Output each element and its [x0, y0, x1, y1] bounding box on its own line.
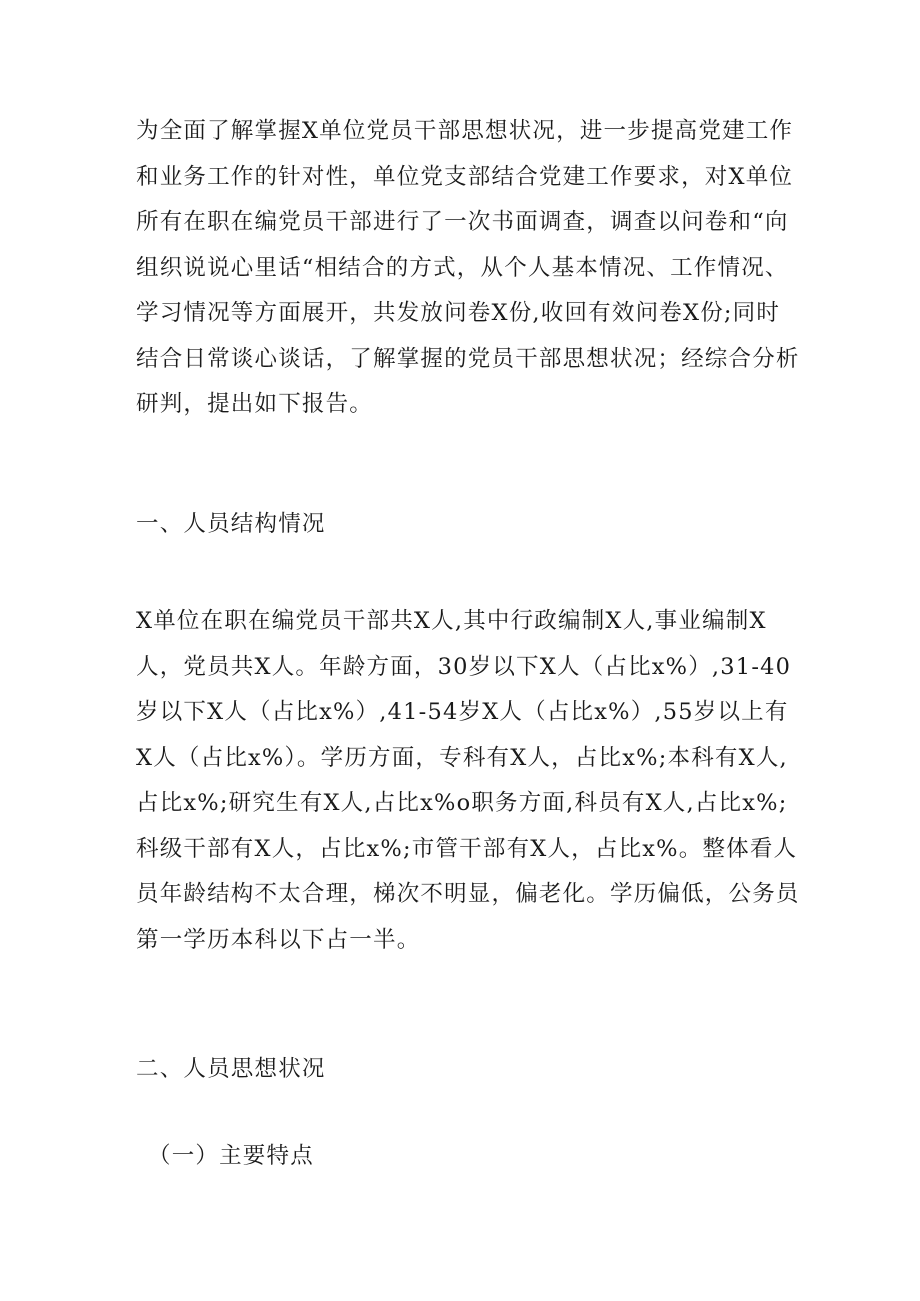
section-2-subheading: （一）主要特点 [148, 1143, 314, 1169]
intro-paragraph [136, 109, 800, 428]
intro-line: 学习情况等方面展开，共发放问卷X份,收回有效问卷X份;同时 [136, 300, 781, 326]
section-1-line: 员年龄结构不太合理，梯次不明显，偏老化。学历偏低，公务员 [136, 881, 800, 907]
intro-line: 研判，提出如下报告。 [136, 391, 374, 417]
section-1-line: 第一学历本科以下占一半。 [136, 926, 421, 953]
section-1-heading: 一、人员结构情况 [136, 511, 326, 537]
intro-line: 和业务工作的针对性，单位党支部结合党建工作要求，对X单位 [136, 163, 794, 190]
section-1-line: 占比x%;研究生有X人,占比x%o职务方面,科员有X人,占比x%; [136, 790, 788, 816]
intro-line: 组织说说心里话“相结合的方式，从个人基本情况、工作情况、 [136, 254, 789, 281]
section-1-line: X人（占比x%）。学历方面，专科有X人，占比x%;本科有X人, [136, 744, 788, 771]
section-2-heading: 二、人员思想状况 [136, 1056, 326, 1082]
intro-line: 结合日常谈心谈话，了解掌握的党员干部思想状况；经综合分析 [136, 345, 800, 372]
section-1-line: 岁以下X人（占比x%）,41-54岁X人（占比x%）,55岁以上有 [136, 699, 789, 725]
intro-line: 为全面了解掌握X单位党员干部思想状况，进一步提高党建工作 [136, 118, 794, 144]
section-1-line: 人，党员共X人。年龄方面，30岁以下X人（占比x%）,31-40 [136, 653, 792, 680]
intro-line: 所有在职在编党员干部进行了一次书面调查，调查以问卷和“向 [136, 209, 789, 235]
section-1-line: X单位在职在编党员干部共X人,其中行政编制X人,事业编制X [136, 608, 767, 634]
section-1-paragraph [136, 599, 800, 963]
section-1-line: 科级干部有X人，占比x%;市管干部有X人，占比x%。整体看人 [136, 835, 798, 862]
